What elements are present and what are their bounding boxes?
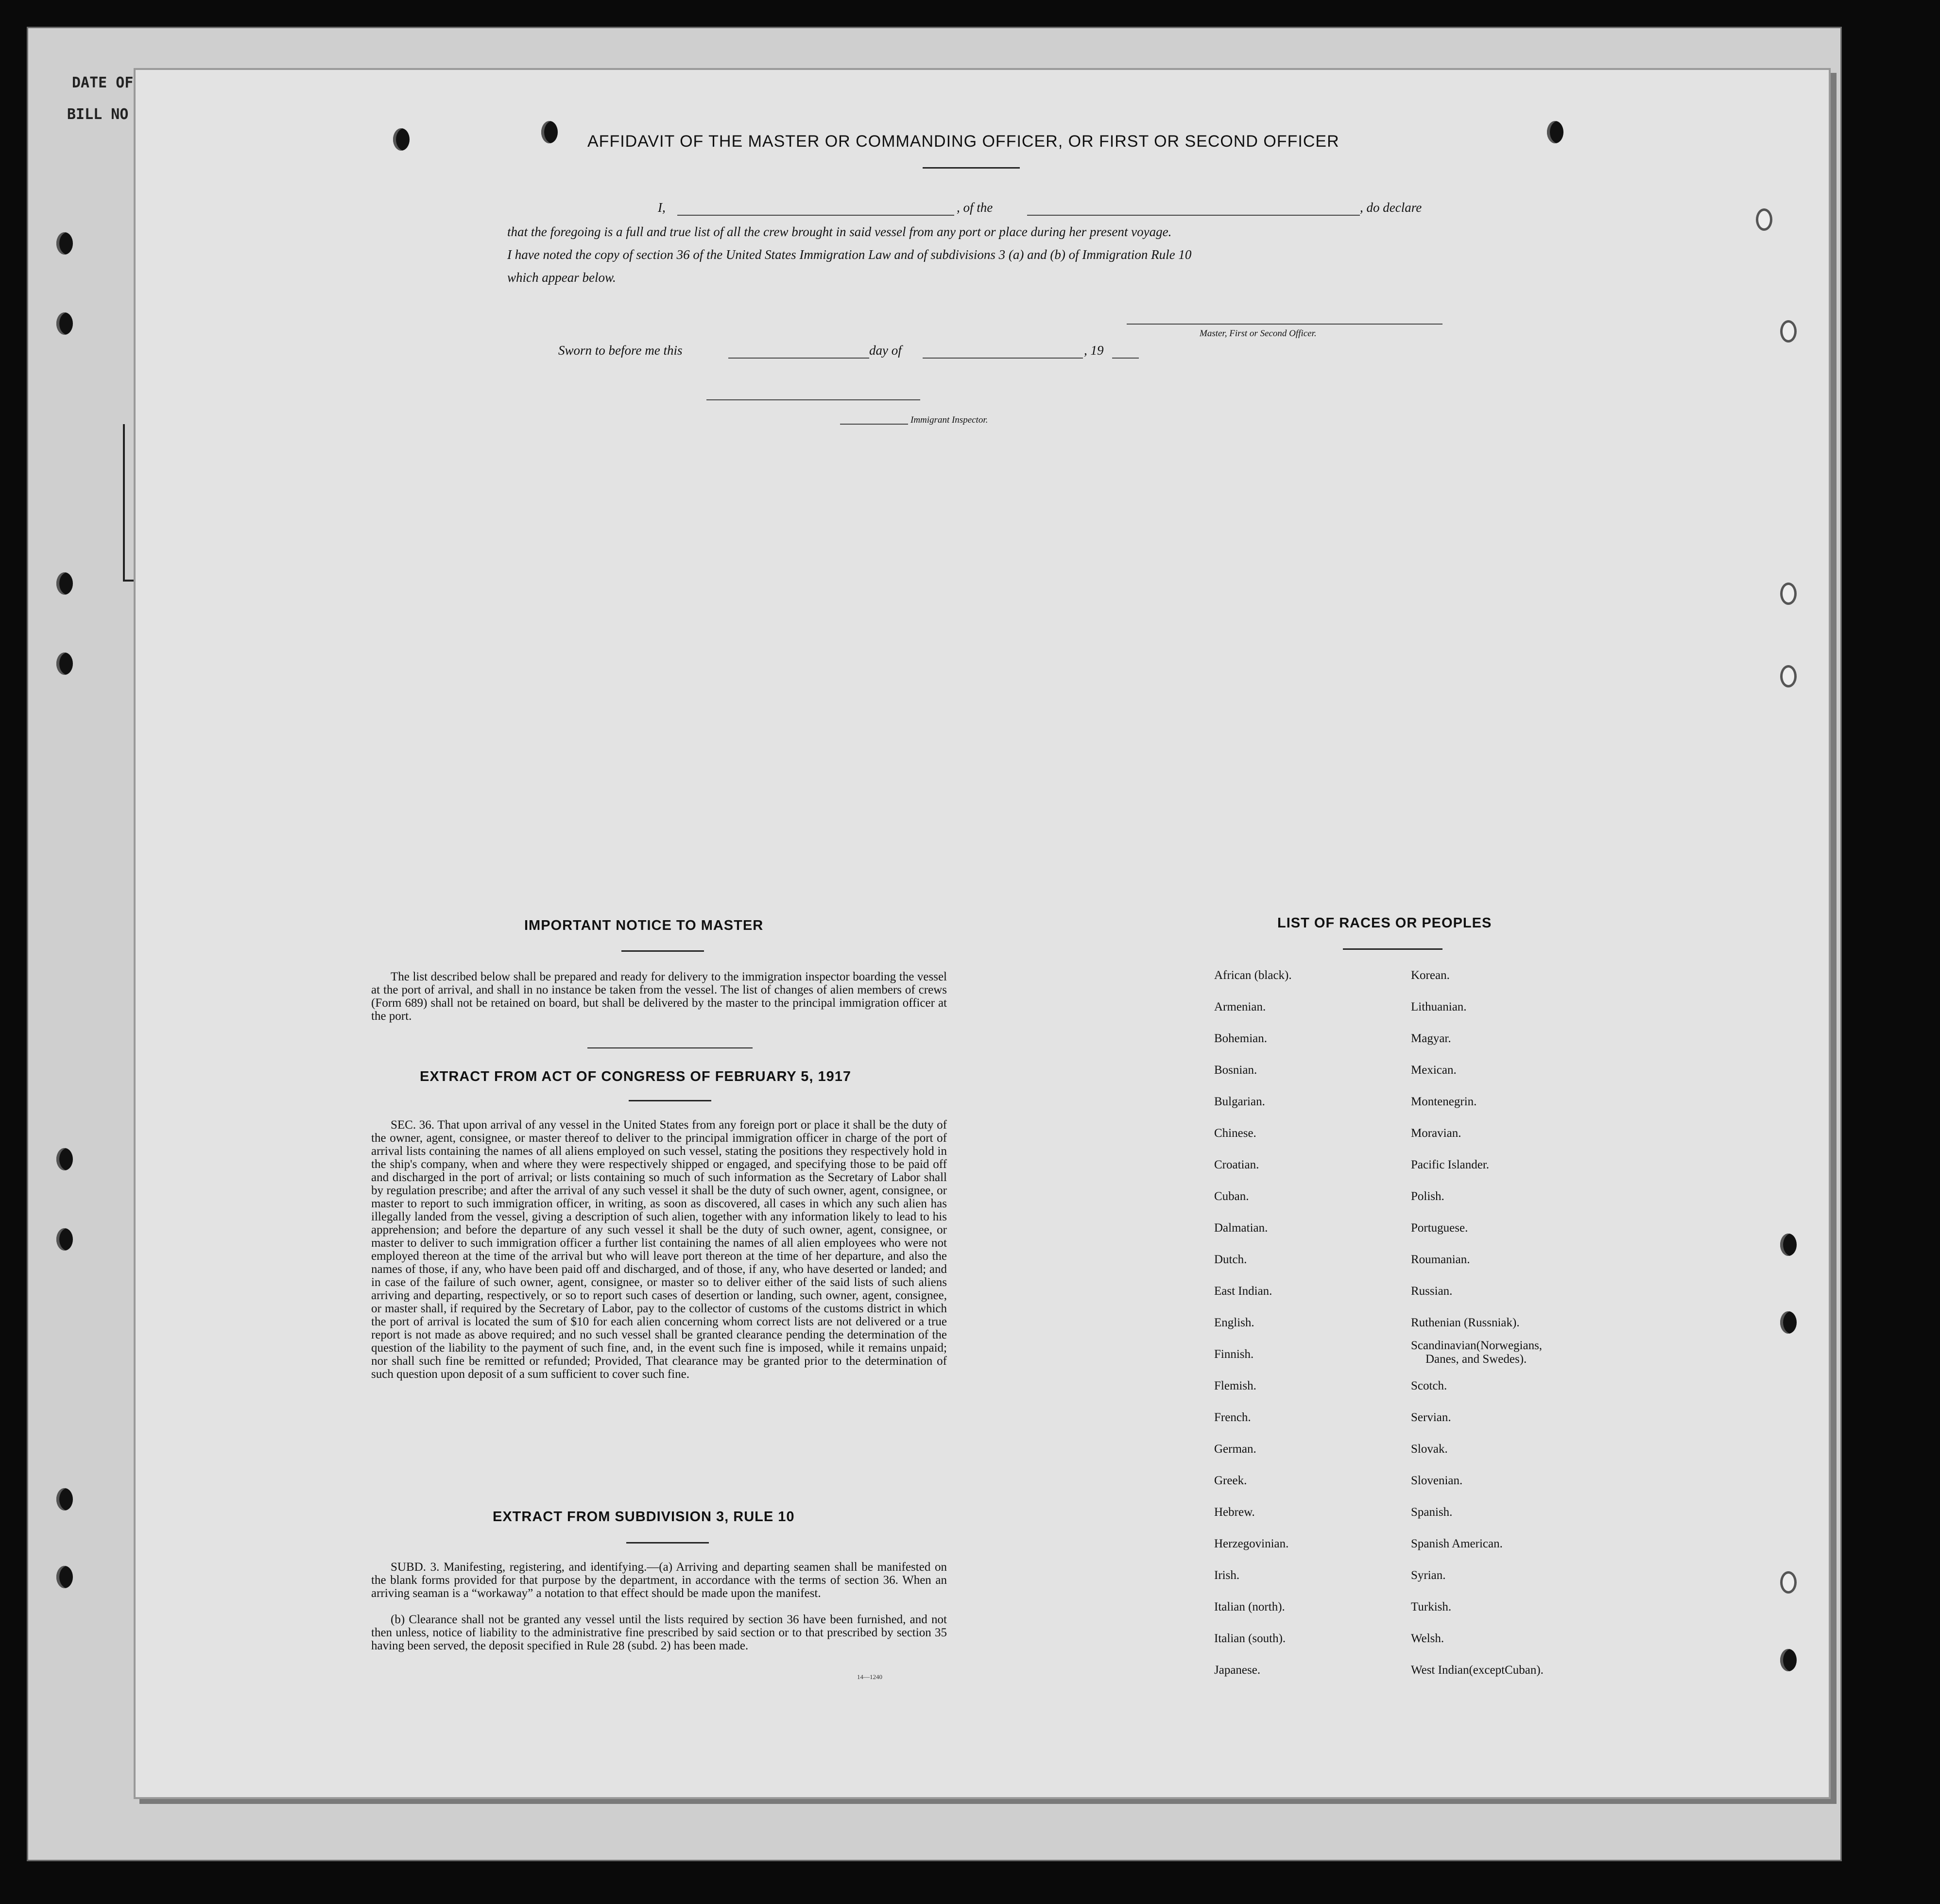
race-item: Scandinavian(Norwegians, xyxy=(1411,1339,1543,1352)
race-item: Russian. xyxy=(1411,1285,1453,1298)
race-item: African (black). xyxy=(1214,969,1292,982)
form-number: 14—1240 xyxy=(857,1673,882,1681)
race-item: Italian (south). xyxy=(1214,1632,1286,1645)
affidavit-line-2: that the foregoing is a full and true list of all the crew brought in said vessel from any port or place during her present voyage. xyxy=(507,224,1172,239)
affidavit-do-declare: , do declare xyxy=(1360,200,1422,215)
race-item: Italian (north). xyxy=(1214,1600,1285,1613)
race-item: Montenegrin. xyxy=(1411,1095,1477,1108)
race-item: German. xyxy=(1214,1442,1256,1456)
inspector-short-line xyxy=(840,424,908,425)
divider xyxy=(923,167,1020,169)
race-item: Moravian. xyxy=(1411,1127,1461,1140)
binder-hole xyxy=(541,121,558,143)
race-item: Dalmatian. xyxy=(1214,1221,1268,1235)
race-item: Turkish. xyxy=(1411,1600,1452,1613)
binder-hole xyxy=(56,652,73,675)
race-item: Bohemian. xyxy=(1214,1032,1268,1045)
master-label: Master, First or Second Officer. xyxy=(1200,328,1317,339)
race-item: Flemish. xyxy=(1214,1379,1256,1392)
race-item: Polish. xyxy=(1411,1190,1444,1203)
sworn-text: Sworn to before me this xyxy=(558,343,683,358)
binder-hole xyxy=(56,232,73,255)
notice-title: IMPORTANT NOTICE TO MASTER xyxy=(524,918,764,933)
race-item: Pacific Islander. xyxy=(1411,1158,1490,1171)
race-item: East Indian. xyxy=(1214,1285,1272,1298)
race-item: Ruthenian (Russniak). xyxy=(1411,1316,1520,1329)
year-text: , 19 xyxy=(1084,343,1104,358)
binder-hole xyxy=(1756,208,1772,231)
race-item: Korean. xyxy=(1411,969,1450,982)
race-item: Hebrew. xyxy=(1214,1506,1255,1519)
under-stamp-bill: BILL NO xyxy=(67,106,129,123)
race-item: Irish. xyxy=(1214,1569,1240,1582)
race-item: Bosnian. xyxy=(1214,1063,1257,1077)
affidavit-of-the: , of the xyxy=(957,200,993,215)
race-item: Slovenian. xyxy=(1411,1474,1463,1487)
binder-hole xyxy=(1780,1571,1797,1594)
binder-hole xyxy=(56,1566,73,1588)
affidavit-i-label: I, xyxy=(658,200,666,215)
binder-hole xyxy=(56,1488,73,1510)
race-item: West Indian(exceptCuban). xyxy=(1411,1664,1544,1677)
binder-hole xyxy=(393,128,410,151)
race-item: Mexican. xyxy=(1411,1063,1457,1077)
race-item: Lithuanian. xyxy=(1411,1000,1467,1013)
race-item: Greek. xyxy=(1214,1474,1247,1487)
race-item: Dutch. xyxy=(1214,1253,1247,1266)
divider xyxy=(587,1047,753,1048)
inspector-signature-line xyxy=(706,399,920,400)
race-item: Slovak. xyxy=(1411,1442,1448,1456)
race-item: English. xyxy=(1214,1316,1254,1329)
divider xyxy=(621,950,704,952)
race-item: French. xyxy=(1214,1411,1251,1424)
act-text: SEC. 36. That upon arrival of any vessel in the United States from any foreign port or place it shall be the duty of the owner, agent, consignee, or master thereof to deliver to the principal immigration officer in charge of the port of arrival lists containing the names of all aliens employed on such vessel, stating the positions they respectively hold in the ship's company, when and where they were respectively shipped or engaged, and specifying those to be paid off and discharged in the port of arrival; or lists containing so much of such information as the Secretary of Labor shall by regulation prescribe; and after the arrival of any such vessel it shall be the duty of such owner, agent, consignee, or master to report to such immigration officer, in writing, as soon as discovered, all cases in which any such alien has illegally landed from the vessel, giving a description of such alien, together with any information likely to lead to his apprehension; and before the departure of any such vessel it shall be the duty of such owner, agent, consignee, or master to deliver to such immigration officer a further list containing the names of all alien employees who were not employed thereon at the time of the arrival but who will leave port thereon at the time of her departure, and also the names of those, if any, who have been paid off and discharged, and of those, if any, who have deserted or landed; and in case of the failure of such owner, agent, consignee, or master so to deliver either of the said lists of such aliens arriving and departing, respectively, or so to report such cases of desertion or landing, such owner, agent, consignee, or master shall, if required by the Secretary of Labor, pay to the collector of customs of the customs district in which the port of arrival is located the sum of $10 for each alien concerning whom correct lists are not delivered or a true report is not made as above required; and no such vessel shall be granted clearance pending the determination of the question of the liability to the payment of such fine, and, in the event such fine is imposed, while it remains unpaid; nor shall such fine be remitted or refunded; Provided, That clearance may be granted prior to the determination of such question upon deposit of a sum sufficient to cover such fine. xyxy=(371,1118,947,1381)
notice-text: The list described below shall be prepared and ready for delivery to the immigration inspector boarding the vessel at the port of arrival, and shall in no instance be taken from the vessel. The list of changes of alien members of crews (Form 689) shall not be retained on board, but shall be delivered by the master to the principal immigration officer at the port. xyxy=(371,970,947,1023)
race-item: Japanese. xyxy=(1214,1664,1261,1677)
affidavit-line-3: I have noted the copy of section 36 of the United States Immigration Law and of subdivisions 3 (a) and (b) of Immigration Rule 10 xyxy=(507,247,1192,262)
race-item: Portuguese. xyxy=(1411,1221,1468,1235)
rule-text-b: (b) Clearance shall not be granted any vessel until the lists required by section 36 have been furnished, and not then unless, notice of liability to the administrative fine prescribed by said section or to that prescribed by section 35 having been served, the deposit specified in Rule 28 (subd. 2) has been made. xyxy=(371,1613,947,1652)
race-item: Roumanian. xyxy=(1411,1253,1470,1266)
race-item: Bulgarian. xyxy=(1214,1095,1265,1108)
divider xyxy=(1343,948,1442,950)
race-item: Spanish American. xyxy=(1411,1537,1503,1550)
binder-hole xyxy=(1780,665,1797,687)
race-item: Spanish. xyxy=(1411,1506,1453,1519)
race-item: Croatian. xyxy=(1214,1158,1259,1171)
day-line xyxy=(728,358,869,359)
inspector-label: Immigrant Inspector. xyxy=(910,415,988,425)
binder-hole xyxy=(1780,1649,1797,1671)
binder-hole xyxy=(1547,121,1563,143)
affidavit-line-4: which appear below. xyxy=(507,270,616,285)
master-signature-line xyxy=(1127,324,1442,325)
vessel-line xyxy=(1027,215,1360,216)
race-item: Cuban. xyxy=(1214,1190,1249,1203)
race-item: Syrian. xyxy=(1411,1569,1446,1582)
form-sheet xyxy=(134,68,1831,1799)
race-item: Armenian. xyxy=(1214,1000,1266,1013)
month-line xyxy=(923,358,1083,359)
rule-title: EXTRACT FROM SUBDIVISION 3, RULE 10 xyxy=(493,1509,795,1525)
binder-hole xyxy=(56,1228,73,1251)
binder-hole xyxy=(1780,320,1797,343)
year-line xyxy=(1112,358,1139,359)
binder-hole xyxy=(1780,1311,1797,1334)
race-item: Finnish. xyxy=(1214,1348,1254,1361)
race-item-continued: Danes, and Swedes). xyxy=(1425,1353,1527,1366)
rule-text-a: SUBD. 3. Manifesting, registering, and identifying.—(a) Arriving and departing seamen shall be manifested on the blank forms provided for that purpose by the department, in accordance with the terms of section 36. When an arriving seaman is a “workaway” a notation to that effect should be made upon the manifest. xyxy=(371,1561,947,1600)
divider xyxy=(626,1542,709,1544)
binder-hole xyxy=(56,1148,73,1170)
name-line xyxy=(677,215,954,216)
binder-hole xyxy=(56,312,73,335)
day-of-text: day of xyxy=(869,343,902,358)
race-item: Scotch. xyxy=(1411,1379,1447,1392)
under-stamp-date: DATE OF xyxy=(72,74,134,91)
divider xyxy=(629,1100,711,1101)
binder-hole xyxy=(1780,1234,1797,1256)
affidavit-title: AFFIDAVIT OF THE MASTER OR COMMANDING OFFICER, OR FIRST OR SECOND OFFICER xyxy=(587,132,1339,151)
race-item: Chinese. xyxy=(1214,1127,1256,1140)
binder-hole xyxy=(56,572,73,595)
race-item: Welsh. xyxy=(1411,1632,1444,1645)
binder-hole xyxy=(1780,583,1797,605)
race-item: Servian. xyxy=(1411,1411,1451,1424)
race-item: Magyar. xyxy=(1411,1032,1451,1045)
act-title: EXTRACT FROM ACT OF CONGRESS OF FEBRUARY 5, 1917 xyxy=(420,1069,852,1084)
races-title: LIST OF RACES OR PEOPLES xyxy=(1277,915,1492,931)
race-item: Herzegovinian. xyxy=(1214,1537,1289,1550)
